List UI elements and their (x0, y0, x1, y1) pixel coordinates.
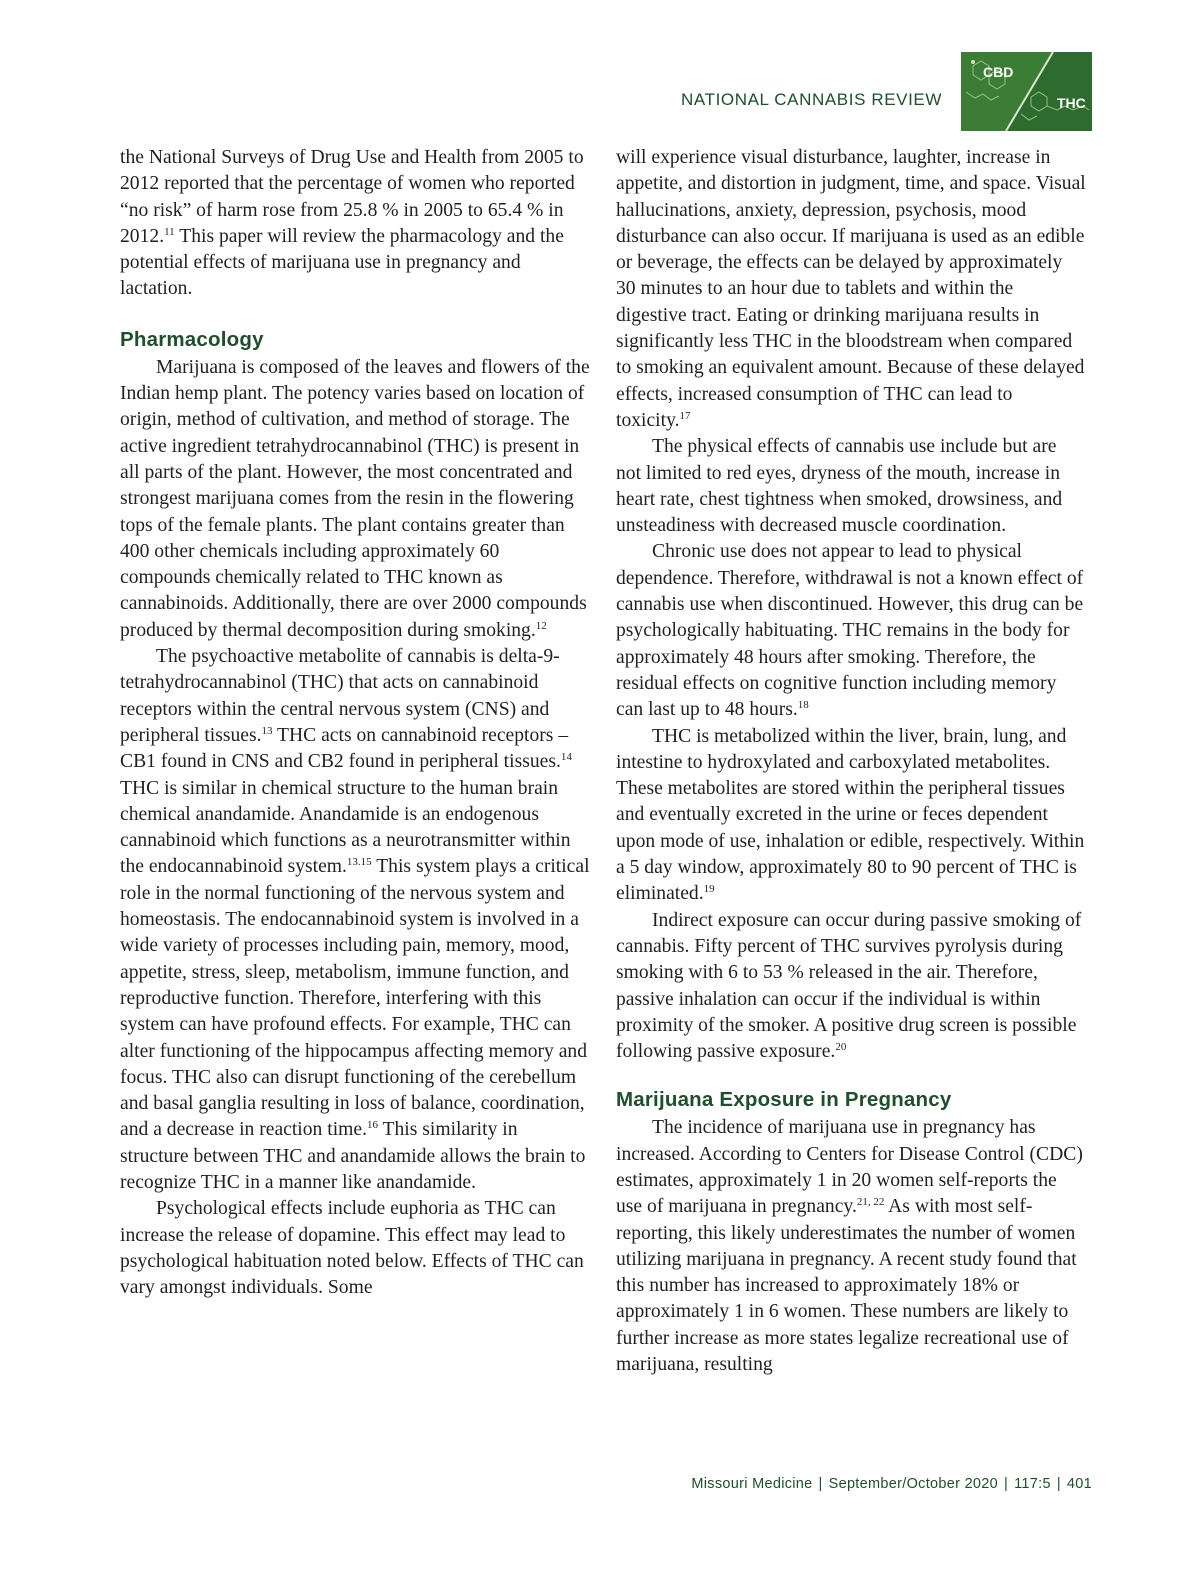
pregnancy-exposure-heading: Marijuana Exposure in Pregnancy (616, 1088, 952, 1112)
page-footer (560, 1476, 1092, 1492)
footer-separator: | (1056, 1476, 1061, 1492)
pharmacology-paragraph-2: The psychoactive metabolite of cannabis is delta-9-tetrahydrocannabinol (THC) that acts on cannabinoid receptors within the central nervous system (CNS) and peripheral tissues.$^{13}$ THC acts on cannabinoid receptors – CB1 found in CNS and CB2 found in peripheral tissues.$^{14}$ THC is similar in chemical structure to the human brain chemical anandamide. Anandamide is an endogenous cannabinoid which functions as a neurotransmitter within the endocannabinoid system.$^{13.15}$ This system plays a critical role in the normal functioning of the nervous system and homeostasis. The endocannabinoid system is involved in a wide variety of processes including pain, memory, mood, appetite, stress, sleep, metabolism, immune function, and reproductive function. Therefore, interfering with this system can have profound effects. For example, THC can alter functioning of the hippocampus affecting memory and focus. THC also can disrupt functioning of the cerebellum and basal ganglia resulting in loss of balance, coordination, and a decrease in reaction time.$^{16}$ This similarity in structure between THC and anandamide allows the brain to recognize THC in a manner like anandamide. (120, 646, 590, 1193)
citation: 18 (797, 699, 809, 712)
intro-paragraph: the National Surveys of Drug Use and Health from 2005 to 2012 reported that the percentage of women who reported “no risk” of harm rose from 25.8 % in 2005 to 65.4 % in 2012.11 This paper will review the pharmacology and the potential effects of marijuana use in pregnancy and lactation. (120, 147, 584, 300)
pharmacology-paragraph-1: Marijuana is composed of the leaves and flowers of the Indian hemp plant. The potency varies based on location of origin, method of cultivation, and method of storage. The active ingredient tetrahydrocannabinol (THC) is present in all parts of the plant. However, the most concentrated and strongest marijuana comes from the resin in the flowering tops of the female plants. The plant contains greater than 400 other chemicals including approximately 60 compounds chemically related to THC known as cannabinoids. Additionally, there are over 2000 compounds produced by thermal decomposition during smoking.$^{12}$ (120, 356, 590, 641)
footer-separator: | (1004, 1476, 1009, 1492)
right-column (616, 145, 1086, 1378)
citation: 13.15 (346, 856, 372, 869)
pharmacology-heading: Pharmacology (120, 327, 264, 351)
footer-journal: Missouri Medicine (691, 1476, 813, 1492)
citation: 12 (535, 619, 547, 632)
citation: 13 (261, 724, 273, 737)
pregnancy-paragraph-1: The incidence of marijuana use in pregnancy has increased. According to Centers for Disease Control (CDC) estimates, approximately 1 in 20 women self-reports the use of marijuana in pregnancy.$^{21, 22}$ As with most self-reporting, this likely underestimates the number of women utilizing marijuana in pregnancy. A recent study found that this number has increased to approximately 18% or approximately 1 in 6 women. These numbers are likely to further increase as more states legalize recreational use of marijuana, resulting (616, 1117, 1083, 1376)
effects-paragraph-2: The physical effects of cannabis use include but are not limited to red eyes, dryness of the mouth, increase in heart rate, chest tightness when smoked, drowsiness, and unsteadiness with decreased muscle coordination. (616, 436, 1063, 537)
footer-separator: | (818, 1476, 823, 1492)
running-header: NATIONAL CANNABIS REVIEW (681, 90, 942, 109)
citation: 16 (366, 1119, 378, 1132)
footer-issue: September/October 2020 (828, 1476, 999, 1492)
effects-paragraph-1: will experience visual disturbance, laughter, increase in appetite, and distortion in judgment, time, and space. Visual hallucinations, anxiety, depression, psychosis, mood disturbance can also occur. If marijuana is used as an edible or beverage, the effects can be delayed by approximately 30 minutes to an hour due to tablets and within the digestive tract. Eating or drinking marijuana results in significantly less THC in the bloodstream when compared to smoking an equivalent amount. Because of these delayed effects, increased consumption of THC can lead to toxicity.$^{17}$ (616, 147, 1086, 431)
citation: 17 (679, 409, 691, 422)
logo-text-thc: THC (1057, 95, 1086, 111)
footer-volume: 117:5 (1014, 1476, 1051, 1492)
citation: 21, 22 (856, 1196, 885, 1209)
effects-paragraph-5: Indirect exposure can occur during passive smoking of cannabis. Fifty percent of THC survives pyrolysis during smoking with 6 to 53 % released in the air. Therefore, passive inhalation can occur if the individual is within proximity of the smoker. A positive drug screen is possible following passive exposure.$^{20}$ (616, 909, 1082, 1063)
citation: 11 (164, 225, 175, 238)
logo-text-cbd: CBD (983, 64, 1014, 80)
footer-page-number: 401 (1066, 1476, 1092, 1492)
citation: 14 (560, 751, 572, 764)
citation: 20 (835, 1041, 847, 1054)
cbd-thc-logo (961, 52, 1092, 131)
pharmacology-paragraph-3: Psychological effects include euphoria as THC can increase the release of dopamine. This effect may lead to psychological habituation noted below. Effects of THC can vary amongst individuals. Some (120, 1198, 584, 1299)
effects-paragraph-3: Chronic use does not appear to lead to physical dependence. Therefore, withdrawal is not a known effect of cannabis use when discontinued. However, this drug can be psychologically habituating. THC remains in the body for approximately 48 hours after smoking. Therefore, the residual effects on cognitive function including memory can last up to 48 hours.$^{18}$ (616, 541, 1084, 721)
citation: 19 (703, 883, 715, 896)
effects-paragraph-4: THC is metabolized within the liver, brain, lung, and intestine to hydroxylated and carboxylated metabolites. These metabolites are stored within the peripheral tissues and eventually excreted in the urine or feces dependent upon mode of use, inhalation or edible, respectively. Within a 5 day window, approximately 80 to 90 percent of THC is eliminated.$^{19}$ (616, 725, 1085, 905)
cbd-thc-logo-graphic (961, 52, 1092, 131)
left-column (120, 145, 590, 1301)
